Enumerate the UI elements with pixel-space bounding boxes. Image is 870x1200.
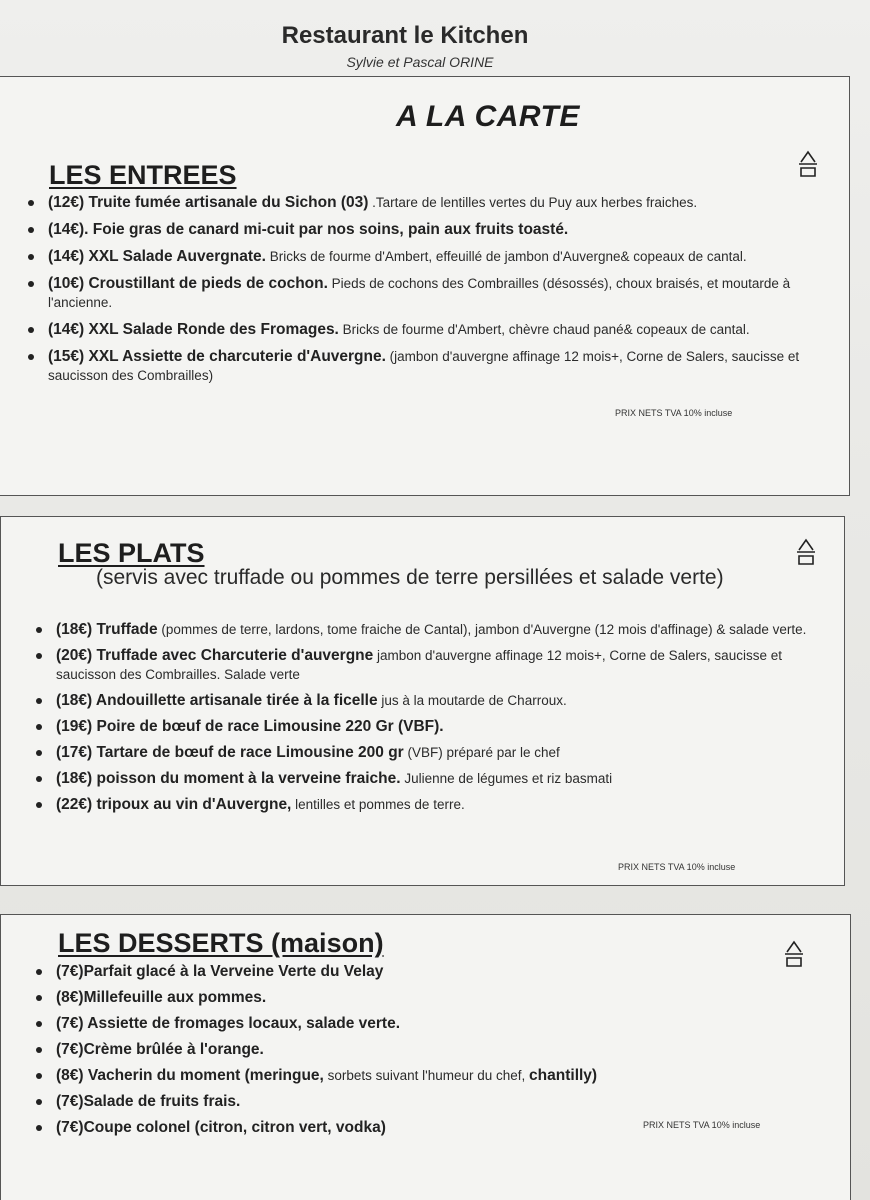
- bullet-icon: [36, 969, 42, 975]
- desserts-title: LES DESSERTS (maison): [58, 928, 384, 958]
- bullet-icon: [36, 1125, 42, 1131]
- item-description: jambon d'auvergne affinage 12 mois+, Corne de Salers, saucisse et saucisson des Combrailles. Salade verte: [56, 648, 782, 682]
- item-name: (14€) XXL Salade Auvergnate.: [48, 248, 266, 265]
- bullet-icon: [36, 776, 42, 782]
- item-name: (19€) Poire de bœuf de race Limousine 220 Gr (VBF).: [56, 718, 444, 735]
- desserts-item: [36, 1040, 836, 1059]
- bullet-icon: [36, 802, 42, 808]
- header: [0, 22, 870, 70]
- bullet-icon: [36, 1099, 42, 1105]
- plats-item: [36, 769, 836, 788]
- item-name: (18€) Truffade: [56, 621, 158, 638]
- entrees-item: [28, 220, 838, 239]
- plats-prix-note: PRIX NETS TVA 10% incluse: [618, 862, 736, 872]
- item-description: lentilles et pommes de terre.: [291, 797, 465, 812]
- item-description: (VBF) préparé par le chef: [403, 745, 560, 760]
- desserts-item: [36, 1092, 836, 1111]
- desserts-item: [36, 962, 836, 981]
- item-description: Pieds de cochons des Combrailles (désossés), choux braisés, et moutarde à l'ancienne.: [48, 276, 791, 310]
- item-name: (12€) Truite fumée artisanale du Sichon (03): [48, 194, 369, 211]
- bullet-icon: [36, 698, 42, 704]
- item-tail: chantilly): [529, 1067, 598, 1084]
- plats-item: [36, 620, 836, 639]
- plats-item: [36, 646, 836, 684]
- plats-title: LES PLATS: [58, 538, 205, 568]
- entrees-title: LES ENTREES: [49, 160, 237, 190]
- item-name: (14€) XXL Salade Ronde des Fromages.: [48, 321, 339, 338]
- entrees-item: [28, 320, 838, 339]
- item-description: Bricks de fourme d'Ambert, effeuillé de jambon d'Auvergne& copeaux de cantal.: [265, 249, 747, 264]
- plats-subtitle: (servis avec truffade ou pommes de terre persillées et salade verte): [96, 566, 724, 589]
- item-name: (8€) Vacherin du moment (meringue,: [56, 1067, 324, 1084]
- bullet-icon: [36, 724, 42, 730]
- item-name: (17€) Tartare de bœuf de race Limousine 200 gr: [56, 744, 404, 761]
- item-name: (7€)Coupe colonel (citron, citron vert, vodka): [56, 1119, 386, 1136]
- owners-name: Sylvie et Pascal ORINE: [346, 54, 494, 70]
- bullet-icon: [36, 653, 42, 659]
- item-description: .Tartare de lentilles vertes du Puy aux herbes fraiches.: [368, 195, 698, 210]
- entrees-item: [28, 274, 838, 312]
- bullet-icon: [36, 1047, 42, 1053]
- plats-item: [36, 743, 836, 762]
- plats-item: [36, 691, 836, 710]
- entrees-item: [28, 247, 838, 266]
- desserts-prix-note: PRIX NETS TVA 10% incluse: [643, 1120, 761, 1130]
- bullet-icon: [28, 227, 34, 233]
- desserts-item: [36, 1066, 836, 1085]
- entrees-list: [28, 193, 838, 393]
- bullet-icon: [36, 1073, 42, 1079]
- item-name: (22€) tripoux au vin d'Auvergne,: [56, 796, 292, 813]
- desserts-item: [36, 988, 836, 1007]
- bullet-icon: [28, 354, 34, 360]
- item-name: (10€) Croustillant de pieds de cochon.: [48, 275, 328, 292]
- entrees-item: [28, 347, 838, 385]
- entrees-item: [28, 193, 838, 212]
- item-name: (18€) poisson du moment à la verveine fraiche.: [56, 770, 401, 787]
- bullet-icon: [36, 627, 42, 633]
- bullet-icon: [28, 200, 34, 206]
- item-name: (8€)Millefeuille aux pommes.: [56, 989, 267, 1006]
- desserts-item: [36, 1014, 836, 1033]
- item-name: (7€)Parfait glacé à la Verveine Verte du Velay: [56, 963, 384, 980]
- bullet-icon: [28, 327, 34, 333]
- item-name: (14€). Foie gras de canard mi-cuit par nos soins, pain aux fruits toasté.: [48, 221, 569, 238]
- item-description: Bricks de fourme d'Ambert, chèvre chaud pané& copeaux de cantal.: [338, 322, 750, 337]
- bullet-icon: [28, 254, 34, 260]
- plats-list: [36, 620, 836, 821]
- item-name: (15€) XXL Assiette de charcuterie d'Auvergne.: [48, 348, 386, 365]
- item-description: (pommes de terre, lardons, tome fraiche de Cantal), jambon d'Auvergne (12 mois d'affinage) & salade verte.: [157, 622, 807, 637]
- restaurant-name: Restaurant le Kitchen: [281, 22, 529, 49]
- item-description: Julienne de légumes et riz basmati: [400, 771, 613, 786]
- menu-title: A LA CARTE: [396, 100, 580, 133]
- item-name: (20€) Truffade avec Charcuterie d'auvergne: [56, 647, 374, 664]
- bullet-icon: [36, 750, 42, 756]
- item-name: (7€) Assiette de fromages locaux, salade verte.: [56, 1015, 401, 1032]
- bullet-icon: [36, 1021, 42, 1027]
- item-description: sorbets suivant l'humeur du chef,: [323, 1068, 530, 1083]
- desserts-list: [36, 962, 836, 1144]
- item-name: (18€) Andouillette artisanale tirée à la ficelle: [56, 692, 378, 709]
- restaurant-logo-icon: [797, 150, 819, 180]
- item-description: (jambon d'auvergne affinage 12 mois+, Corne de Salers, saucisse et saucisson des Combrailles): [48, 349, 800, 383]
- bullet-icon: [36, 995, 42, 1001]
- item-name: (7€)Crème brûlée à l'orange.: [56, 1041, 264, 1058]
- plats-item: [36, 717, 836, 736]
- item-description: jus à la moutarde de Charroux.: [377, 693, 567, 708]
- restaurant-logo-icon: [795, 538, 817, 568]
- plats-item: [36, 795, 836, 814]
- bullet-icon: [28, 281, 34, 287]
- item-name: (7€)Salade de fruits frais.: [56, 1093, 241, 1110]
- entrees-prix-note: PRIX NETS TVA 10% incluse: [615, 408, 733, 418]
